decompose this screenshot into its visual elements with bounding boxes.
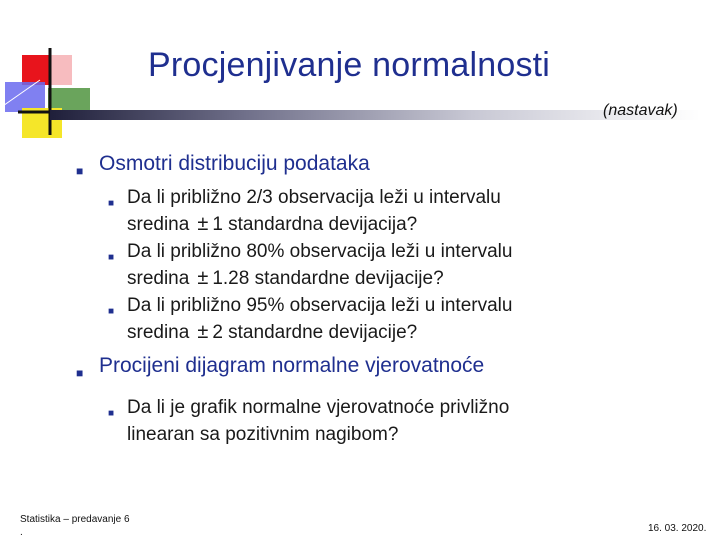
footer-course-label: Statistika – predavanje 6 <box>20 514 130 525</box>
plus-minus-icon: ± <box>197 213 209 235</box>
sub-bullet-1-2-line2 <box>127 265 692 292</box>
square-bullet-icon: ■ <box>108 408 115 419</box>
sub-bullet-1-2-rest: 1.28 standardne devijacije? <box>212 268 444 289</box>
decorative-logo-icon <box>0 0 110 150</box>
footer-dot: . <box>20 527 23 538</box>
sub-bullet-1-1-line2 <box>127 211 692 238</box>
square-bullet-icon: ■ <box>108 306 115 317</box>
slide-title: Procjenjivanje normalnosti <box>148 46 551 84</box>
square-bullet-icon: ■ <box>108 198 115 209</box>
sub-bullet-1-3 <box>72 292 692 346</box>
sub-bullet-1-3-line1: Da li približno 95% observacija leži u intervalu <box>127 295 513 316</box>
slide-subtitle: (nastavak) <box>603 102 678 119</box>
square-bullet-icon: ■ <box>76 366 84 380</box>
sub-bullet-1-2 <box>72 238 692 292</box>
bullet-1 <box>72 150 692 178</box>
sub-bullet-2-1-line1: Da li je grafik normalne vjerovatnoće privližno <box>127 397 510 418</box>
logo-red-fade <box>50 55 72 85</box>
footer-date: 16. 03. 2020. <box>648 523 707 534</box>
bullet-2-text: Procijeni dijagram normalne vjerovatnoće <box>99 354 485 377</box>
plus-minus-icon: ± <box>197 321 209 343</box>
square-bullet-icon: ■ <box>108 252 115 263</box>
logo-blue-square <box>5 82 45 112</box>
slide-content <box>72 150 692 448</box>
square-bullet-icon: ■ <box>76 164 84 178</box>
logo-green-square <box>48 88 90 110</box>
sub-bullet-1-3-rest: 2 standardne devijacije? <box>212 322 418 343</box>
sub-bullet-1-1-prefix: sredina <box>127 214 190 235</box>
bullet-2 <box>72 352 692 380</box>
sub-bullet-2-1-line2: linearan sa pozitivnim nagibom? <box>127 424 399 445</box>
sub-bullet-1-2-line1: Da li približno 80% observacija leži u intervalu <box>127 241 513 262</box>
plus-minus-icon: ± <box>197 267 209 289</box>
sub-bullet-1-2-prefix: sredina <box>127 268 190 289</box>
sub-bullet-2-1 <box>72 394 692 448</box>
sub-bullet-1-1 <box>72 184 692 238</box>
logo-red-square <box>22 55 50 85</box>
sub-bullet-1-3-line2 <box>127 319 692 346</box>
sub-bullet-1-3-prefix: sredina <box>127 322 190 343</box>
sub-bullet-1-1-rest: 1 standardna devijacija? <box>212 214 418 235</box>
bullet-1-text: Osmotri distribuciju podataka <box>99 152 370 175</box>
sub-bullet-1-1-line1: Da li približno 2/3 observacija leži u intervalu <box>127 187 501 208</box>
